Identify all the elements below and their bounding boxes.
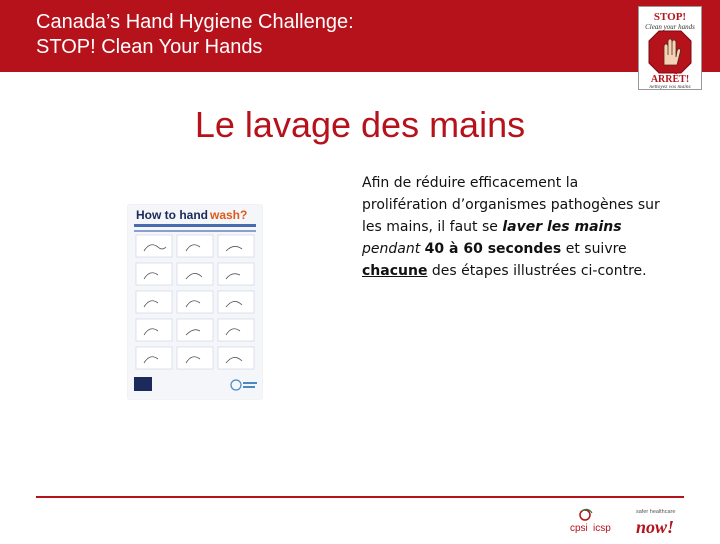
poster-title-part2: wash? — [210, 208, 248, 222]
poster-bottom-logo — [134, 377, 152, 391]
header-banner — [0, 0, 720, 72]
body-text-duration: 40 à 60 secondes — [424, 241, 562, 257]
body-text-laver-les-mains: laver les mains — [502, 219, 622, 235]
slide-title: Le lavage des mains — [194, 104, 526, 145]
logo-arret-text: ARRÊT! — [650, 74, 690, 85]
header-title-line2: STOP! Clean Your Hands — [36, 36, 263, 58]
body-paragraph — [362, 172, 662, 282]
stop-clean-hands-logo — [638, 6, 702, 90]
cpsi-text: cpsi — [570, 523, 588, 534]
header-title — [36, 10, 354, 60]
logo-clean-text: Clean your hands — [645, 23, 695, 31]
logo-nettoyez-text: nettoyez vos mains — [649, 84, 691, 89]
cpsi-icsp-logo — [562, 505, 618, 539]
body-text-chacune: chacune — [362, 263, 428, 279]
body-text-part1: Afin de réduire efficacement la prolifération d’organismes pathogènes sur les mains, il faut se — [362, 175, 660, 235]
icsp-text: icsp — [593, 523, 611, 534]
header-title-line1: Canada’s Hand Hygiene Challenge: — [36, 11, 354, 33]
footer-divider — [36, 496, 684, 498]
poster-steps-grid — [136, 235, 254, 369]
body-text-pendant: pendant — [362, 241, 421, 257]
cpsi-swirl-icon — [580, 510, 590, 520]
poster-title-part1: How to hand — [136, 208, 208, 222]
handwash-poster-image — [128, 205, 262, 399]
body-text-part6: et suivre — [561, 241, 627, 257]
body-text-part8: des étapes illustrées ci-contre. — [427, 263, 647, 279]
now-text: now! — [636, 517, 675, 537]
safer-healthcare-now-logo — [634, 505, 686, 539]
logo-stop-text: STOP! — [653, 11, 687, 23]
tagline-text: safer healthcare — [636, 509, 676, 515]
